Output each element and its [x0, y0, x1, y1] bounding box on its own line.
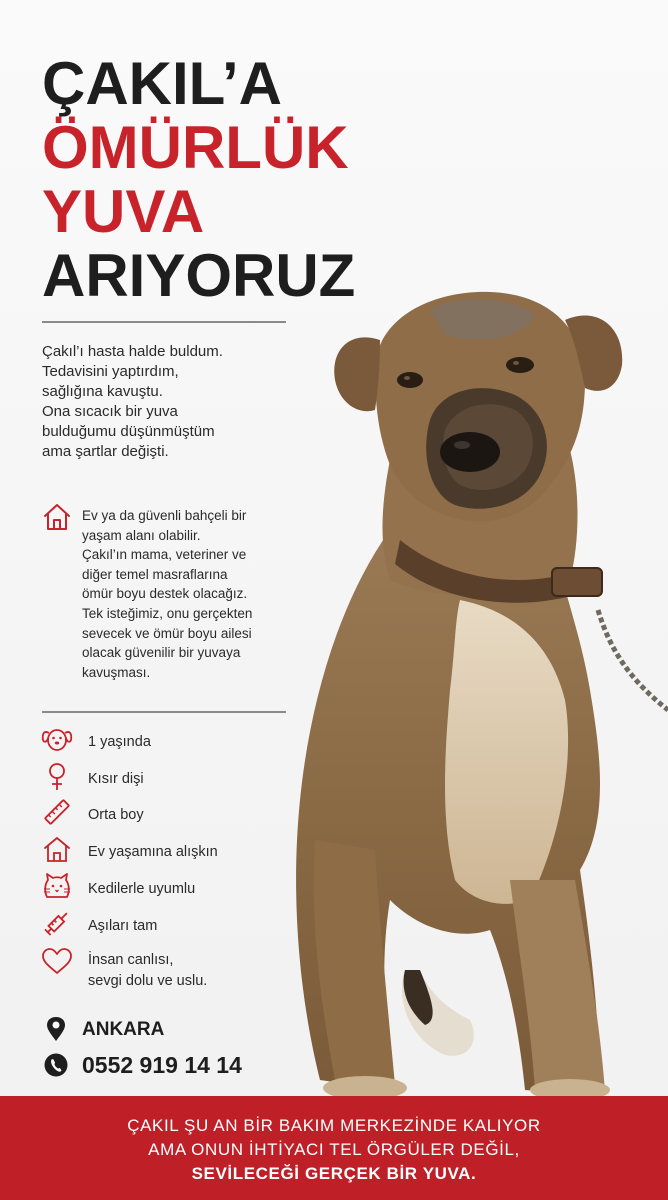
footer-banner	[0, 1096, 668, 1200]
female-symbol-icon	[40, 761, 74, 791]
intro-line: bulduğumu düşünmüştüm	[42, 423, 215, 440]
feature-label: Ev yaşamına alışkın	[88, 844, 218, 860]
feature-label: Aşıları tam	[88, 918, 158, 934]
intro-line: ama şartlar değişti.	[42, 443, 169, 460]
divider-middle	[42, 711, 286, 713]
home-text-line: Çakıl’ın mama, veteriner ve	[82, 547, 247, 563]
phone-icon	[44, 1052, 68, 1078]
location-text: ANKARA	[82, 1019, 165, 1040]
feature-label: Kedilerle uyumlu	[88, 881, 196, 897]
location-pin-icon	[44, 1016, 68, 1042]
cat-face-icon	[40, 871, 74, 901]
feature-label	[88, 950, 207, 992]
feature-label-line: sevgi dolu ve uslu.	[88, 973, 208, 989]
home-text-line: Tek isteğimiz, onu gerçekten	[82, 605, 253, 621]
banner-line-3: SEVİLECEĞİ GERÇEK BİR YUVA.	[191, 1164, 477, 1183]
footer-banner-text	[0, 1114, 668, 1186]
heart-icon	[40, 946, 74, 976]
house-icon	[40, 834, 74, 864]
headline-line-1: ÇAKIL’A	[42, 50, 282, 117]
headline	[42, 52, 355, 308]
banner-line-1: ÇAKIL ŞU AN BİR BAKIM MERKEZİNDE KALIYOR	[127, 1116, 541, 1135]
feature-label-line: İnsan canlısı,	[88, 952, 174, 968]
headline-line-3: YUVA	[42, 178, 205, 245]
home-requirements-text	[82, 506, 312, 682]
banner-line-2: AMA ONUN İHTİYACI TEL ÖRGÜLER DEĞİL,	[148, 1140, 520, 1159]
feature-label: Orta boy	[88, 807, 144, 823]
home-text-line: yaşam alanı olabilir.	[82, 527, 201, 543]
headline-line-2: ÖMÜRLÜK	[42, 114, 349, 181]
dog-photo	[280, 280, 668, 1100]
intro-line: Çakıl’ı hasta halde buldum.	[42, 343, 223, 360]
house-icon	[42, 502, 72, 532]
intro-paragraph	[42, 342, 292, 462]
home-text-line: sevecek ve ömür boyu ailesi	[82, 625, 252, 641]
intro-line: Ona sıcacık bir yuva	[42, 403, 178, 420]
phone-number[interactable]: 0552 919 14 14	[82, 1052, 242, 1078]
ruler-icon	[40, 797, 74, 827]
home-text-line: kavuşması.	[82, 664, 151, 680]
feature-label: 1 yaşında	[88, 734, 151, 750]
syringe-icon	[40, 908, 74, 938]
dog-face-icon	[40, 724, 74, 754]
intro-line: sağlığına kavuştu.	[42, 383, 163, 400]
divider-top	[42, 321, 286, 323]
home-text-line: diğer temel masraflarına	[82, 566, 228, 582]
headline-line-4: ARIYORUZ	[42, 242, 356, 309]
home-text-line: ömür boyu destek olacağız.	[82, 586, 248, 602]
home-text-line: olacak güvenilir bir yuvaya	[82, 645, 241, 661]
intro-line: Tedavisini yaptırdım,	[42, 363, 179, 380]
feature-label: Kısır dişi	[88, 771, 144, 787]
home-text-line: Ev ya da güvenli bahçeli bir	[82, 508, 247, 523]
